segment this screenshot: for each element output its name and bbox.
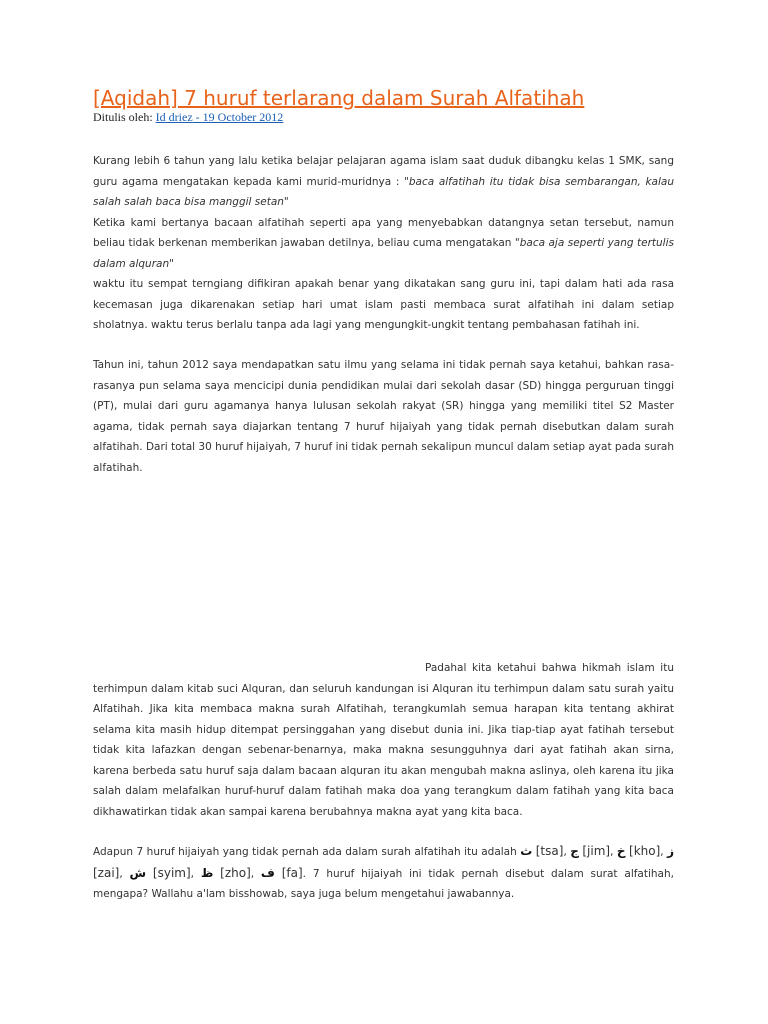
letter-lat-4: [zai]: [93, 865, 120, 880]
date-link[interactable]: 19 October 2012: [202, 110, 284, 124]
byline-prefix: Ditulis oleh:: [93, 110, 153, 124]
letter-ar-1: ث: [520, 844, 533, 858]
letter-lat-7: [fa]: [281, 865, 303, 880]
letter-ar-4: ز: [667, 844, 674, 858]
author-link[interactable]: Id driez: [155, 110, 193, 124]
letter-ar-7: ف: [260, 865, 275, 880]
p1-quote-2: "baca aja seperti yang tertulis dalam alquran": [93, 237, 674, 270]
paragraph-3: [93, 658, 674, 822]
byline-separator[interactable]: -: [192, 110, 203, 124]
letter-lat-2: [jim]: [582, 844, 611, 858]
letter-ar-2: ج: [570, 844, 579, 858]
p4-outro: 7 huruf hijaiyah ini tidak pernah disebut dalam surat alfatihah, mengapa? Wallahu a'lam bisshowab, saya juga belum mengetahui jawabannya.: [93, 867, 674, 900]
p1-text-b: Ketika kami bertanya bacaan alfatihah seperti apa yang menyebabkan datangnya setan tersebut, namun beliau tidak berkenan memberikan jawaban detilnya, beliau cuma mengatakan: [93, 216, 674, 249]
byline: [93, 110, 283, 125]
letter-ar-5: ش: [129, 865, 147, 880]
paragraph-4: Adapun 7 huruf hijaiyah yang tidak pernah ada dalam surah alfatihah itu adalah ث [tsa], ج [jim], خ [kho], ز [zai], ش [syim], ظ [zho], ف [fa]. 7 huruf hijaiyah ini tidak pernah disebut dalam surat alfatihah, mengapa? Wallahu a'lam bisshowab, saya juga belum mengetahui jawabannya.: [93, 844, 674, 900]
letter-ar-3: خ: [616, 844, 626, 858]
letter-lat-3: [kho]: [629, 844, 661, 858]
letter-ar-6: ظ: [200, 865, 214, 880]
letter-lat-1: [tsa]: [535, 844, 564, 858]
p3-text: Padahal kita ketahui bahwa hikmah islam itu terhimpun dalam kitab suci Alquran, dan seluruh kandungan isi Alquran itu terhimpun dalam satu surah yaitu Alfatihah. Jika kita membaca makna surah Alfatihah, terangkumlah semua harapan kita tentang akhirat selama kita masih hidup ditempat persinggahan yang disebut dunia ini. Jika tiap-tiap ayat fatihah tersebut tidak kita lafazkan dengan sebenar-benarnya, maka makna sesungguhnya dari ayat fatihah akan sirna, karena berbeda satu huruf saja dalam bacaan alquran itu akan mengubah makna aslinya, oleh karena itu jika salah dalam melafalkan huruf-huruf dalam fatihah maka doa yang terangkum dalam fatihah yang kita baca dikhawatirkan tidak akan sampai karena berubahnya makna ayat yang kita baca.: [93, 662, 674, 818]
letter-lat-5: [syim]: [152, 865, 191, 880]
letter-lat-6: [zho]: [220, 865, 251, 880]
p1-quote-1: "baca alfatihah itu tidak bisa sembarangan, kalau salah salah baca bisa manggil setan": [93, 175, 674, 208]
p1-text-a: Kurang lebih 6 tahun yang lalu ketika belajar pelajaran agama islam saat duduk dibangku kelas 1 SMK, sang guru agama mengatakan kepada kami murid-muridnya :: [93, 155, 674, 188]
p4-intro: Adapun 7 huruf hijaiyah yang tidak pernah ada dalam surah alfatihah itu adalah: [93, 846, 521, 858]
article-title[interactable]: [Aqidah] 7 huruf terlarang dalam Surah Alfatihah: [93, 86, 585, 110]
paragraph-2: Tahun ini, tahun 2012 saya mendapatkan satu ilmu yang selama ini tidak pernah saya ketahui, bahkan rasa-rasanya pun selama saya mencicipi dunia pendidikan mulai dari sekolah dasar (SD) hingga perguruan tinggi (PT), mulai dari guru agamanya hanya lulusan sekolah rakyat (SR) hingga yang memiliki titel S2 Master agama, tidak pernah saya diajarkan tentang 7 huruf hijaiyah yang tidak pernah disebutkan dalam surah alfatihah. Dari total 30 huruf hijaiyah, 7 huruf ini tidak pernah sekalipun muncul dalam setiap ayat pada surah alfatihah.: [93, 359, 674, 474]
paragraph-1: [93, 151, 674, 336]
p1-text-c: waktu itu sempat terngiang difikiran apakah benar yang dikatakan sang guru ini, tapi dalam hati ada rasa kecemasan juga dikarenakan setiap hari umat islam pasti membaca surat alfatihah ini dalam setiap sholatnya. waktu terus berlalu tanpa ada lagi yang mengungkit-ungkit tentang pembahasan fatihah ini.: [93, 278, 674, 331]
